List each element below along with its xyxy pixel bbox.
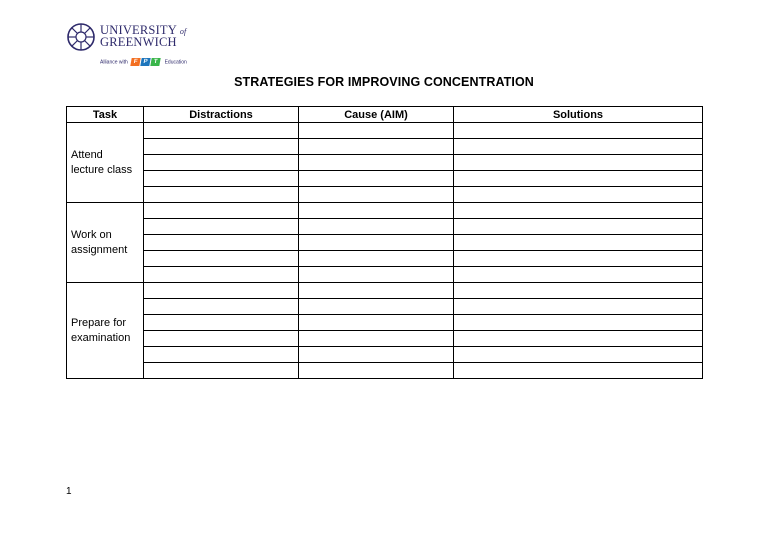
solutions-cell[interactable]	[454, 363, 703, 379]
column-header-solutions: Solutions	[454, 107, 703, 123]
distractions-cell[interactable]	[144, 203, 299, 219]
table-row	[67, 155, 703, 171]
fpt-letter-p: P	[140, 58, 150, 66]
solutions-cell[interactable]	[454, 219, 703, 235]
column-header-distractions: Distractions	[144, 107, 299, 123]
distractions-cell[interactable]	[144, 235, 299, 251]
solutions-cell[interactable]	[454, 331, 703, 347]
distractions-cell[interactable]	[144, 187, 299, 203]
table-row	[67, 299, 703, 315]
distractions-cell[interactable]	[144, 155, 299, 171]
task-cell	[67, 123, 144, 203]
distractions-cell[interactable]	[144, 331, 299, 347]
distractions-cell[interactable]	[144, 283, 299, 299]
cause-cell[interactable]	[299, 283, 454, 299]
table-row	[67, 171, 703, 187]
cause-cell[interactable]	[299, 203, 454, 219]
fpt-logo	[131, 58, 161, 66]
solutions-cell[interactable]	[454, 251, 703, 267]
solutions-cell[interactable]	[454, 347, 703, 363]
fpt-letter-t: T	[150, 58, 160, 66]
solutions-cell[interactable]	[454, 235, 703, 251]
table-row	[67, 331, 703, 347]
fpt-letter-f: F	[130, 58, 140, 66]
cause-cell[interactable]	[299, 219, 454, 235]
distractions-cell[interactable]	[144, 219, 299, 235]
cause-cell[interactable]	[299, 171, 454, 187]
distractions-cell[interactable]	[144, 123, 299, 139]
cause-cell[interactable]	[299, 123, 454, 139]
table-row	[67, 251, 703, 267]
task-label-line1: Attend	[71, 148, 103, 161]
table-row	[67, 203, 703, 219]
logo-university-text: UNIVERSITY of	[100, 23, 187, 37]
solutions-cell[interactable]	[454, 187, 703, 203]
university-crest-icon	[66, 22, 96, 52]
cause-cell[interactable]	[299, 155, 454, 171]
solutions-cell[interactable]	[454, 315, 703, 331]
task-label-line1: Work on	[71, 228, 112, 241]
table-header-row	[67, 107, 703, 123]
distractions-cell[interactable]	[144, 139, 299, 155]
solutions-cell[interactable]	[454, 267, 703, 283]
distractions-cell[interactable]	[144, 299, 299, 315]
task-label-line2: assignment	[71, 243, 128, 256]
task-cell	[67, 203, 144, 283]
cause-cell[interactable]	[299, 363, 454, 379]
solutions-cell[interactable]	[454, 123, 703, 139]
task-label-line2: lecture class	[71, 163, 133, 176]
table-row	[67, 219, 703, 235]
page-number: 1	[66, 486, 72, 497]
column-header-cause: Cause (AIM)	[299, 107, 454, 123]
cause-cell[interactable]	[299, 251, 454, 267]
distractions-cell[interactable]	[144, 171, 299, 187]
strategies-table	[66, 106, 703, 379]
distractions-cell[interactable]	[144, 267, 299, 283]
table-row	[67, 123, 703, 139]
task-label-line2: examination	[71, 331, 131, 344]
distractions-cell[interactable]	[144, 347, 299, 363]
table-row	[67, 267, 703, 283]
logo-greenwich-text: GREENWICH	[100, 35, 177, 49]
education-text: Education	[164, 59, 187, 66]
table-row	[67, 235, 703, 251]
task-label-line1: Prepare for	[71, 316, 127, 329]
table-row	[67, 139, 703, 155]
logo-alliance-line	[100, 58, 187, 66]
cause-cell[interactable]	[299, 187, 454, 203]
solutions-cell[interactable]	[454, 299, 703, 315]
cause-cell[interactable]	[299, 299, 454, 315]
solutions-cell[interactable]	[454, 139, 703, 155]
distractions-cell[interactable]	[144, 315, 299, 331]
cause-cell[interactable]	[299, 347, 454, 363]
cause-cell[interactable]	[299, 331, 454, 347]
alliance-text: Alliance with	[100, 59, 128, 66]
university-logo	[66, 22, 196, 72]
solutions-cell[interactable]	[454, 283, 703, 299]
distractions-cell[interactable]	[144, 363, 299, 379]
document-title: STRATEGIES FOR IMPROVING CONCENTRATION	[234, 75, 534, 89]
solutions-cell[interactable]	[454, 155, 703, 171]
table-row	[67, 283, 703, 299]
solutions-cell[interactable]	[454, 203, 703, 219]
cause-cell[interactable]	[299, 139, 454, 155]
distractions-cell[interactable]	[144, 251, 299, 267]
column-header-task: Task	[67, 107, 144, 123]
table-row	[67, 347, 703, 363]
table-row	[67, 363, 703, 379]
table-body	[67, 123, 703, 379]
task-cell	[67, 283, 144, 379]
cause-cell[interactable]	[299, 267, 454, 283]
cause-cell[interactable]	[299, 315, 454, 331]
table-row	[67, 315, 703, 331]
solutions-cell[interactable]	[454, 171, 703, 187]
table-row	[67, 187, 703, 203]
cause-cell[interactable]	[299, 235, 454, 251]
